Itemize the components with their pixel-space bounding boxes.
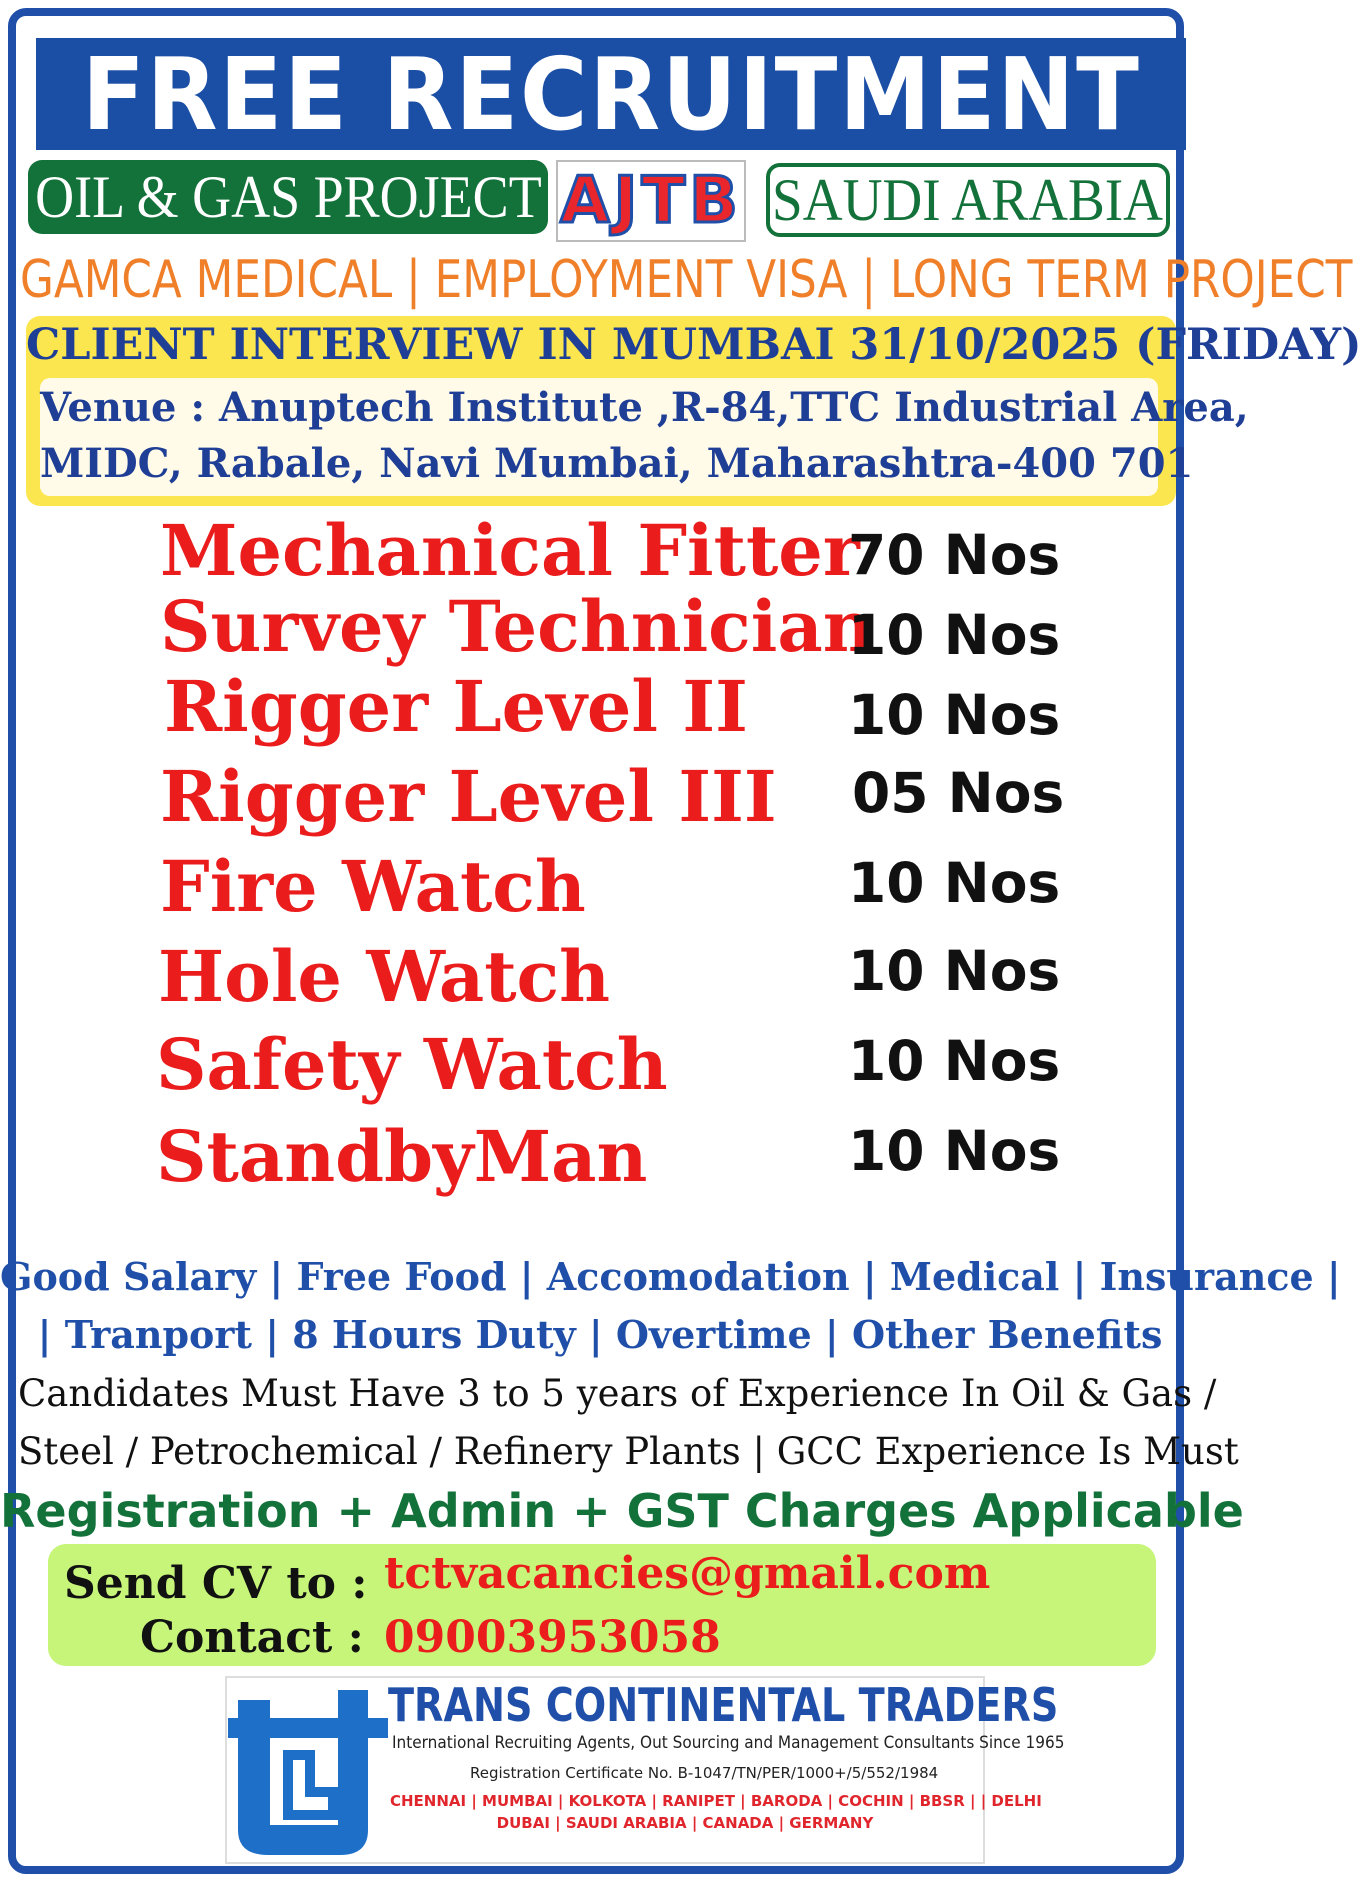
position-title: Hole Watch xyxy=(158,935,611,1018)
benefits-line-1: Good Salary | Free Food | Accomodation | Medical | Insurance | xyxy=(0,1254,1341,1299)
venue-line-1: Venue : Anuptech Institute ,R-84,TTC Industrial Area, xyxy=(40,384,1249,431)
position-title: Rigger Level III xyxy=(160,755,777,838)
country-label: SAUDI ARABIA xyxy=(772,166,1164,233)
position-count: 70 Nos xyxy=(848,523,1061,587)
position-title: Mechanical Fitter xyxy=(160,509,860,592)
page-title: FREE RECRUITMENT xyxy=(81,35,1141,153)
title-banner xyxy=(36,35,1186,153)
position-count: 10 Nos xyxy=(848,683,1061,747)
position-count: 10 Nos xyxy=(848,939,1061,1003)
registration-certificate: Registration Certificate No. B-1047/TN/PER/1000+/5/552/1984 xyxy=(470,1764,939,1782)
country-badge xyxy=(766,163,1170,237)
requirements-line-2: Steel / Petrochemical / Refinery Plants | GCC Experience Is Must xyxy=(18,1430,1239,1473)
charges-note: Registration + Admin + GST Charges Applicable xyxy=(0,1484,1244,1538)
position-count: 05 Nos xyxy=(852,761,1065,825)
position-title: Rigger Level II xyxy=(164,665,748,748)
requirements-line-1: Candidates Must Have 3 to 5 years of Experience In Oil & Gas / xyxy=(18,1372,1217,1415)
position-count: 10 Nos xyxy=(848,851,1061,915)
interview-heading: CLIENT INTERVIEW IN MUMBAI 31/10/2025 (FRIDAY) xyxy=(26,320,1361,370)
phone-number[interactable]: 09003953058 xyxy=(384,1612,721,1663)
position-count: 10 Nos xyxy=(848,1119,1061,1183)
benefits-line-2: | Tranport | 8 Hours Duty | Overtime | Other Benefits xyxy=(37,1312,1163,1357)
position-count: 10 Nos xyxy=(848,1029,1061,1093)
client-logo xyxy=(556,160,746,242)
tagline: GAMCA MEDICAL | EMPLOYMENT VISA | LONG TERM PROJECT xyxy=(20,250,1353,310)
office-cities-line-1: CHENNAI | MUMBAI | KOLKOTA | RANIPET | BARODA | COCHIN | BBSR | | DELHI xyxy=(390,1792,1042,1810)
position-title: StandbyMan xyxy=(156,1115,648,1198)
project-row xyxy=(28,160,1184,240)
venue-line-2: MIDC, Rabale, Navi Mumbai, Maharashtra-400 701 xyxy=(40,440,1194,487)
position-count: 10 Nos xyxy=(848,603,1061,667)
position-title: Fire Watch xyxy=(160,845,586,928)
position-title: Safety Watch xyxy=(156,1023,668,1106)
project-label: OIL & GAS PROJECT xyxy=(34,163,542,230)
contact-panel xyxy=(48,1544,1156,1666)
company-description: International Recruiting Agents, Out Sourcing and Management Consultants Since 1965 xyxy=(392,1733,1065,1753)
interview-panel xyxy=(26,316,1361,506)
venue-box xyxy=(40,378,1249,496)
client-logo-text: AJTB xyxy=(560,164,742,238)
project-badge xyxy=(28,160,548,234)
contact-label: Contact : xyxy=(140,1612,364,1663)
company-logo-icon xyxy=(228,1680,388,1860)
position-title: Survey Technician xyxy=(160,585,874,668)
email-link[interactable]: tctvacancies@gmail.com xyxy=(384,1548,991,1599)
cv-label: Send CV to : xyxy=(64,1558,368,1609)
company-name: TRANS CONTINENTAL TRADERS xyxy=(388,1678,1059,1732)
office-cities-line-2: DUBAI | SAUDI ARABIA | CANADA | GERMANY xyxy=(496,1814,874,1832)
